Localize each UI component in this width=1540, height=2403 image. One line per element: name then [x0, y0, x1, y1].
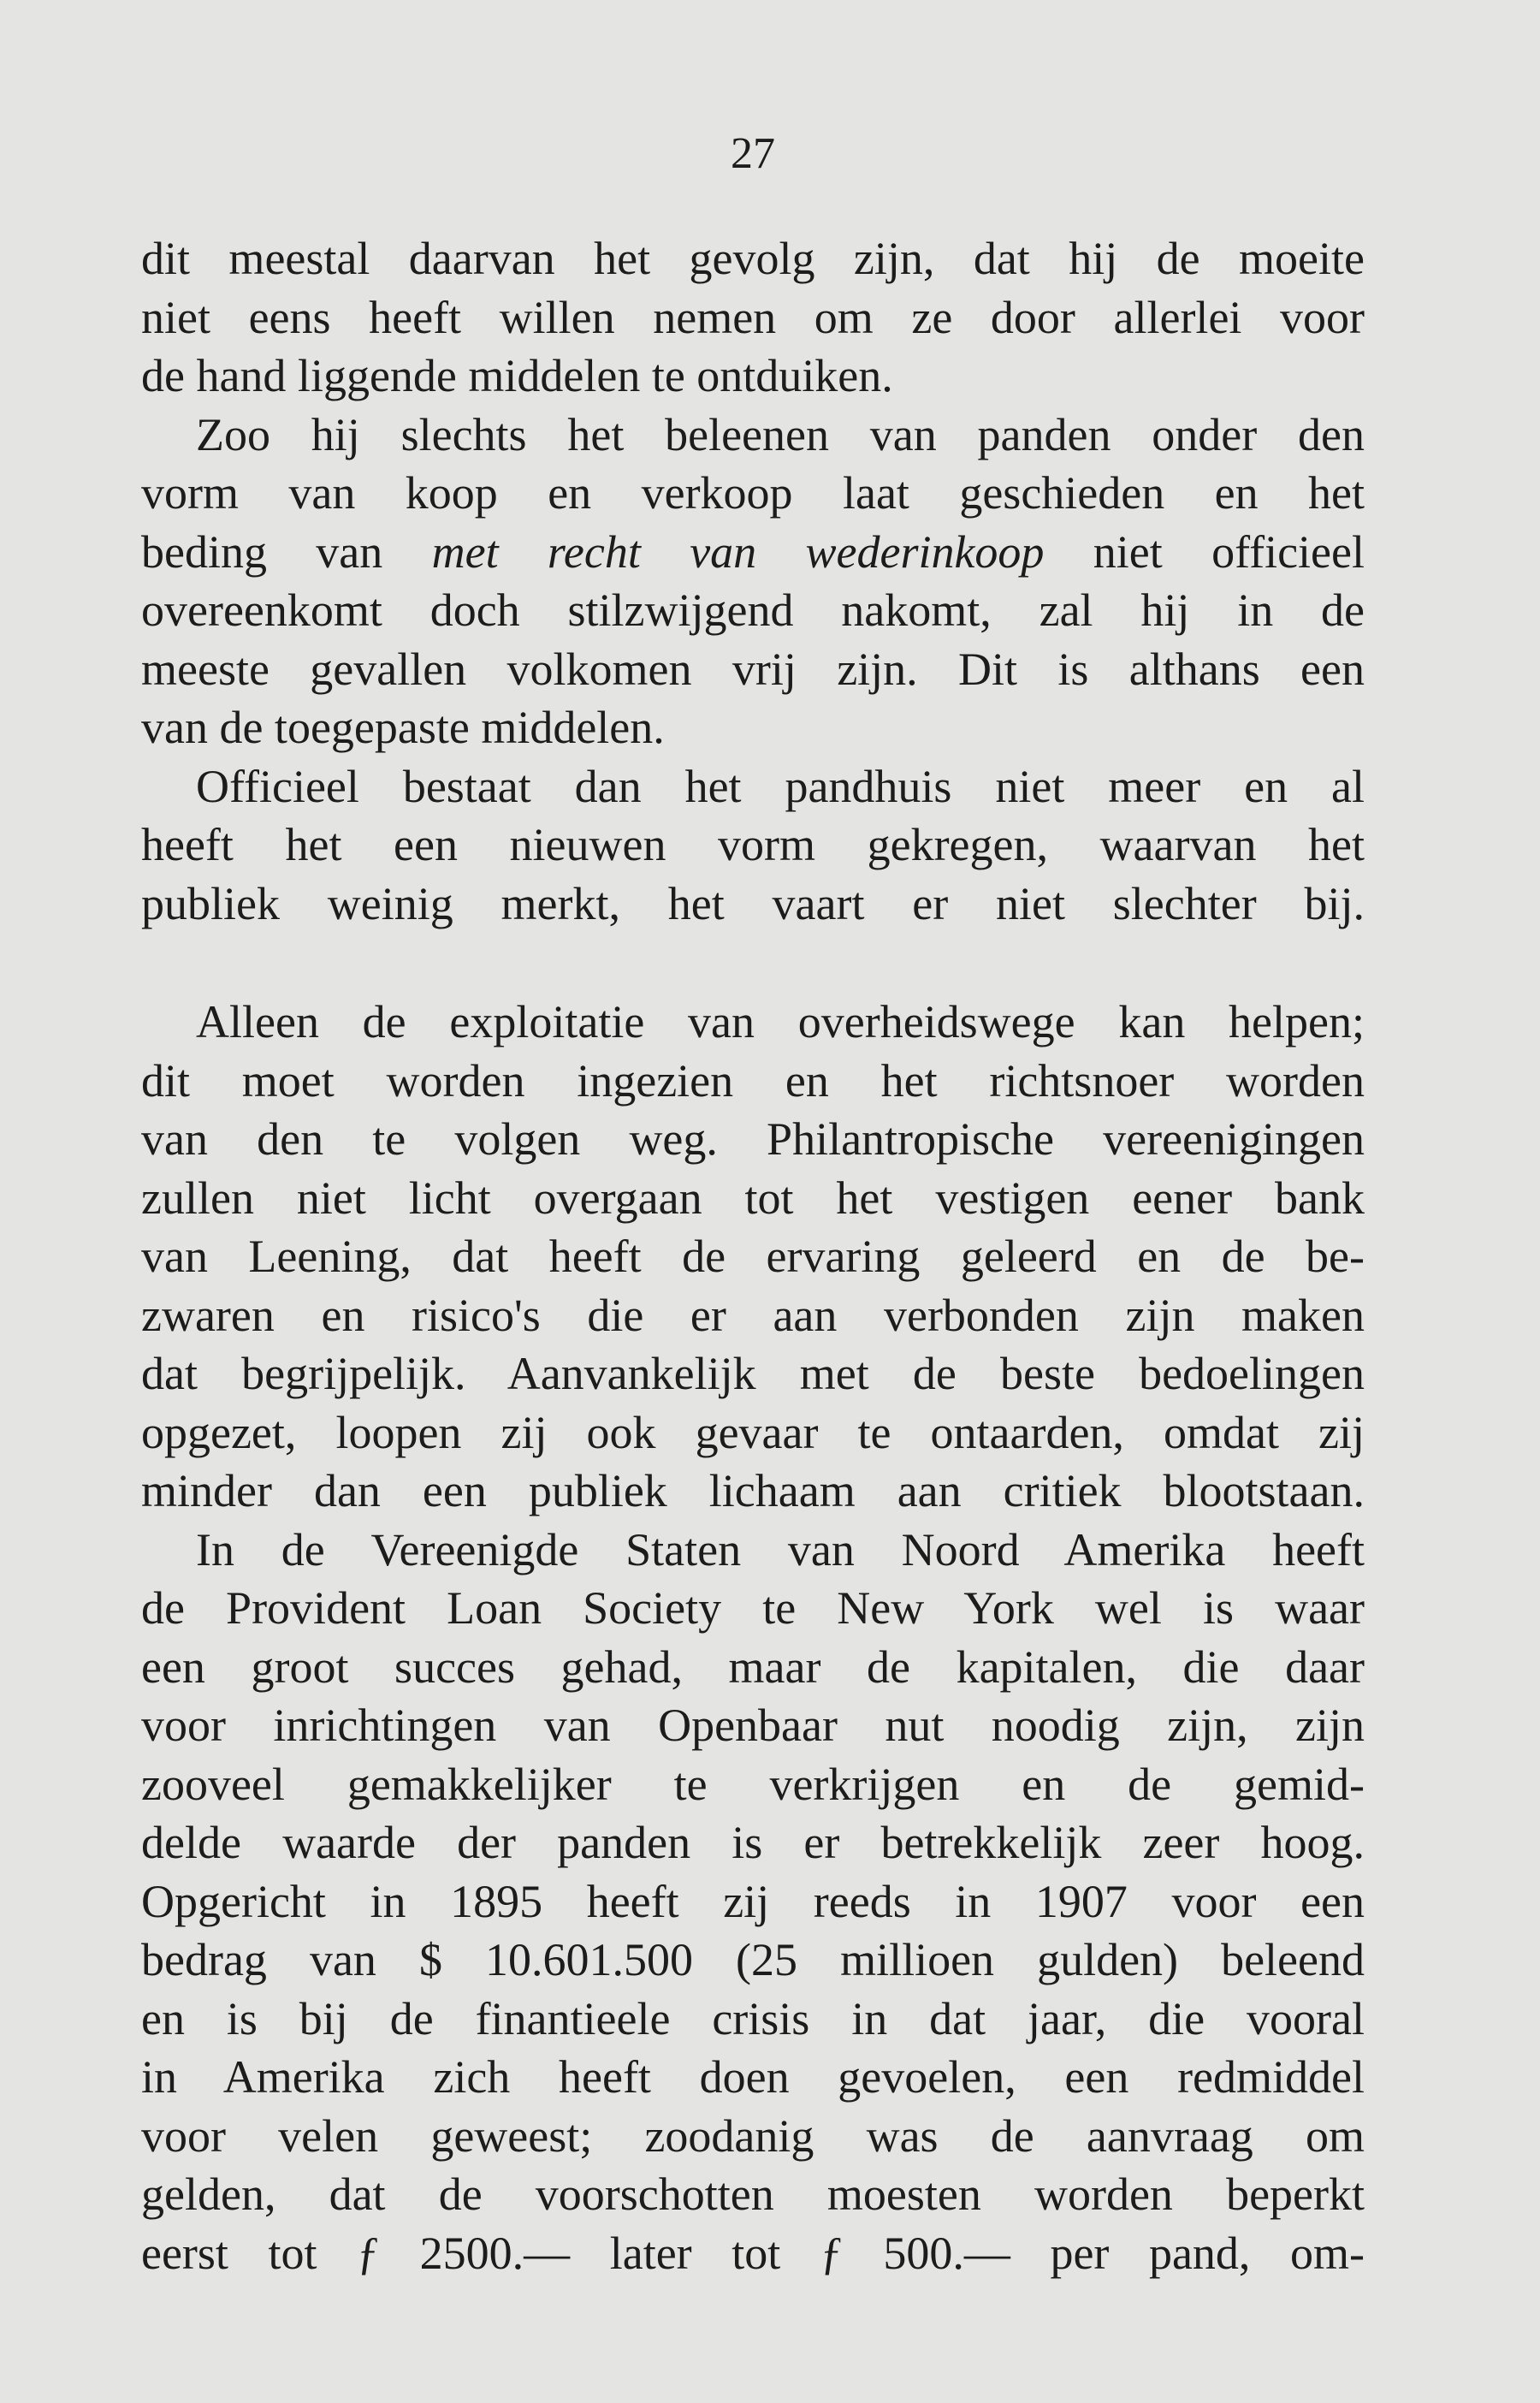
page-number: 27	[731, 129, 775, 178]
text-line: niet eens heeft willen nemen om ze door allerlei voor	[141, 291, 1365, 343]
text-line: heeft het een nieuwen vorm gekregen, waarvan het	[141, 819, 1365, 870]
text-line: van den te volgen weg. Philantropische vereenigingen	[141, 1113, 1365, 1165]
text-block-2	[141, 993, 1365, 2282]
text-line: meeste gevallen volkomen vrij zijn. Dit is althans een	[141, 643, 1365, 695]
text-line: de Provident Loan Society te New York wel is waar	[141, 1582, 1365, 1634]
text-span: beding van	[141, 525, 432, 578]
text-line: zullen niet licht overgaan tot het vestigen eener bank	[141, 1172, 1365, 1224]
text-line: In de Vereenigde Staten van Noord Amerika heeft	[196, 1523, 1365, 1575]
text-block-1	[141, 229, 1365, 933]
text-line: in Amerika zich heeft doen gevoelen, een redmiddel	[141, 2051, 1365, 2103]
text-line: dat begrijpelijk. Aanvankelijk met de beste bedoelingen	[141, 1348, 1365, 1399]
text-line: dit meestal daarvan het gevolg zijn, dat hij de moeite	[141, 233, 1365, 284]
text-line: zwaren en risico's die er aan verbonden zijn maken	[141, 1289, 1365, 1341]
text-line: Alleen de exploitatie van overheidswege kan helpen;	[196, 996, 1365, 1047]
text-line: van de toegepaste middelen.	[141, 702, 665, 753]
text-line: Zoo hij slechts het beleenen van panden onder den	[196, 408, 1365, 460]
text-line: Officieel bestaat dan het pandhuis niet meer en al	[196, 760, 1365, 812]
text-line: minder dan een publiek lichaam aan critiek blootstaan.	[141, 1465, 1365, 1516]
text-line: opgezet, loopen zij ook gevaar te ontaarden, omdat zij	[141, 1406, 1365, 1458]
text-line: de hand liggende middelen te ontduiken.	[141, 350, 893, 401]
text-line: vorm van koop en verkoop laat geschieden en het	[141, 467, 1365, 519]
text-line: gelden, dat de voorschotten moesten worden beperkt	[141, 2169, 1365, 2220]
text-span: niet officieel	[1044, 525, 1365, 578]
text-line: een groot succes gehad, maar de kapitalen, die daar	[141, 1641, 1365, 1693]
text-line: zooveel gemakkelijker te verkrijgen en de gemid-	[141, 1758, 1365, 1810]
text-line: van Leening, dat heeft de ervaring geleerd en de be-	[141, 1231, 1365, 1282]
text-line: bedrag van $ 10.601.500 (25 millioen gulden) beleend	[141, 1934, 1365, 1985]
text-line: voor inrichtingen van Openbaar nut noodig zijn, zijn	[141, 1700, 1365, 1751]
italic-phrase: met recht van wederinkoop	[431, 525, 1045, 578]
text-line: publiek weinig merkt, het vaart er niet slechter bij.	[141, 877, 1365, 929]
text-line	[141, 523, 1365, 582]
text-line: overeenkomt doch stilzwijgend nakomt, zal hij in de	[141, 584, 1365, 636]
text-line: voor velen geweest; zoodanig was de aanvraag om	[141, 2109, 1365, 2162]
text-line: delde waarde der panden is er betrekkelijk zeer hoog.	[141, 1817, 1365, 1868]
text-line: en is bij de finantieele crisis in dat jaar, die vooral	[141, 1992, 1365, 2044]
text-line: eerst tot ƒ 2500.— later tot ƒ 500.— per pand, om-	[141, 2227, 1365, 2279]
text-line: Opgericht in 1895 heeft zij reeds in 1907 voor een	[141, 1875, 1365, 1927]
text-line: dit moet worden ingezien en het richtsnoer worden	[141, 1054, 1365, 1107]
